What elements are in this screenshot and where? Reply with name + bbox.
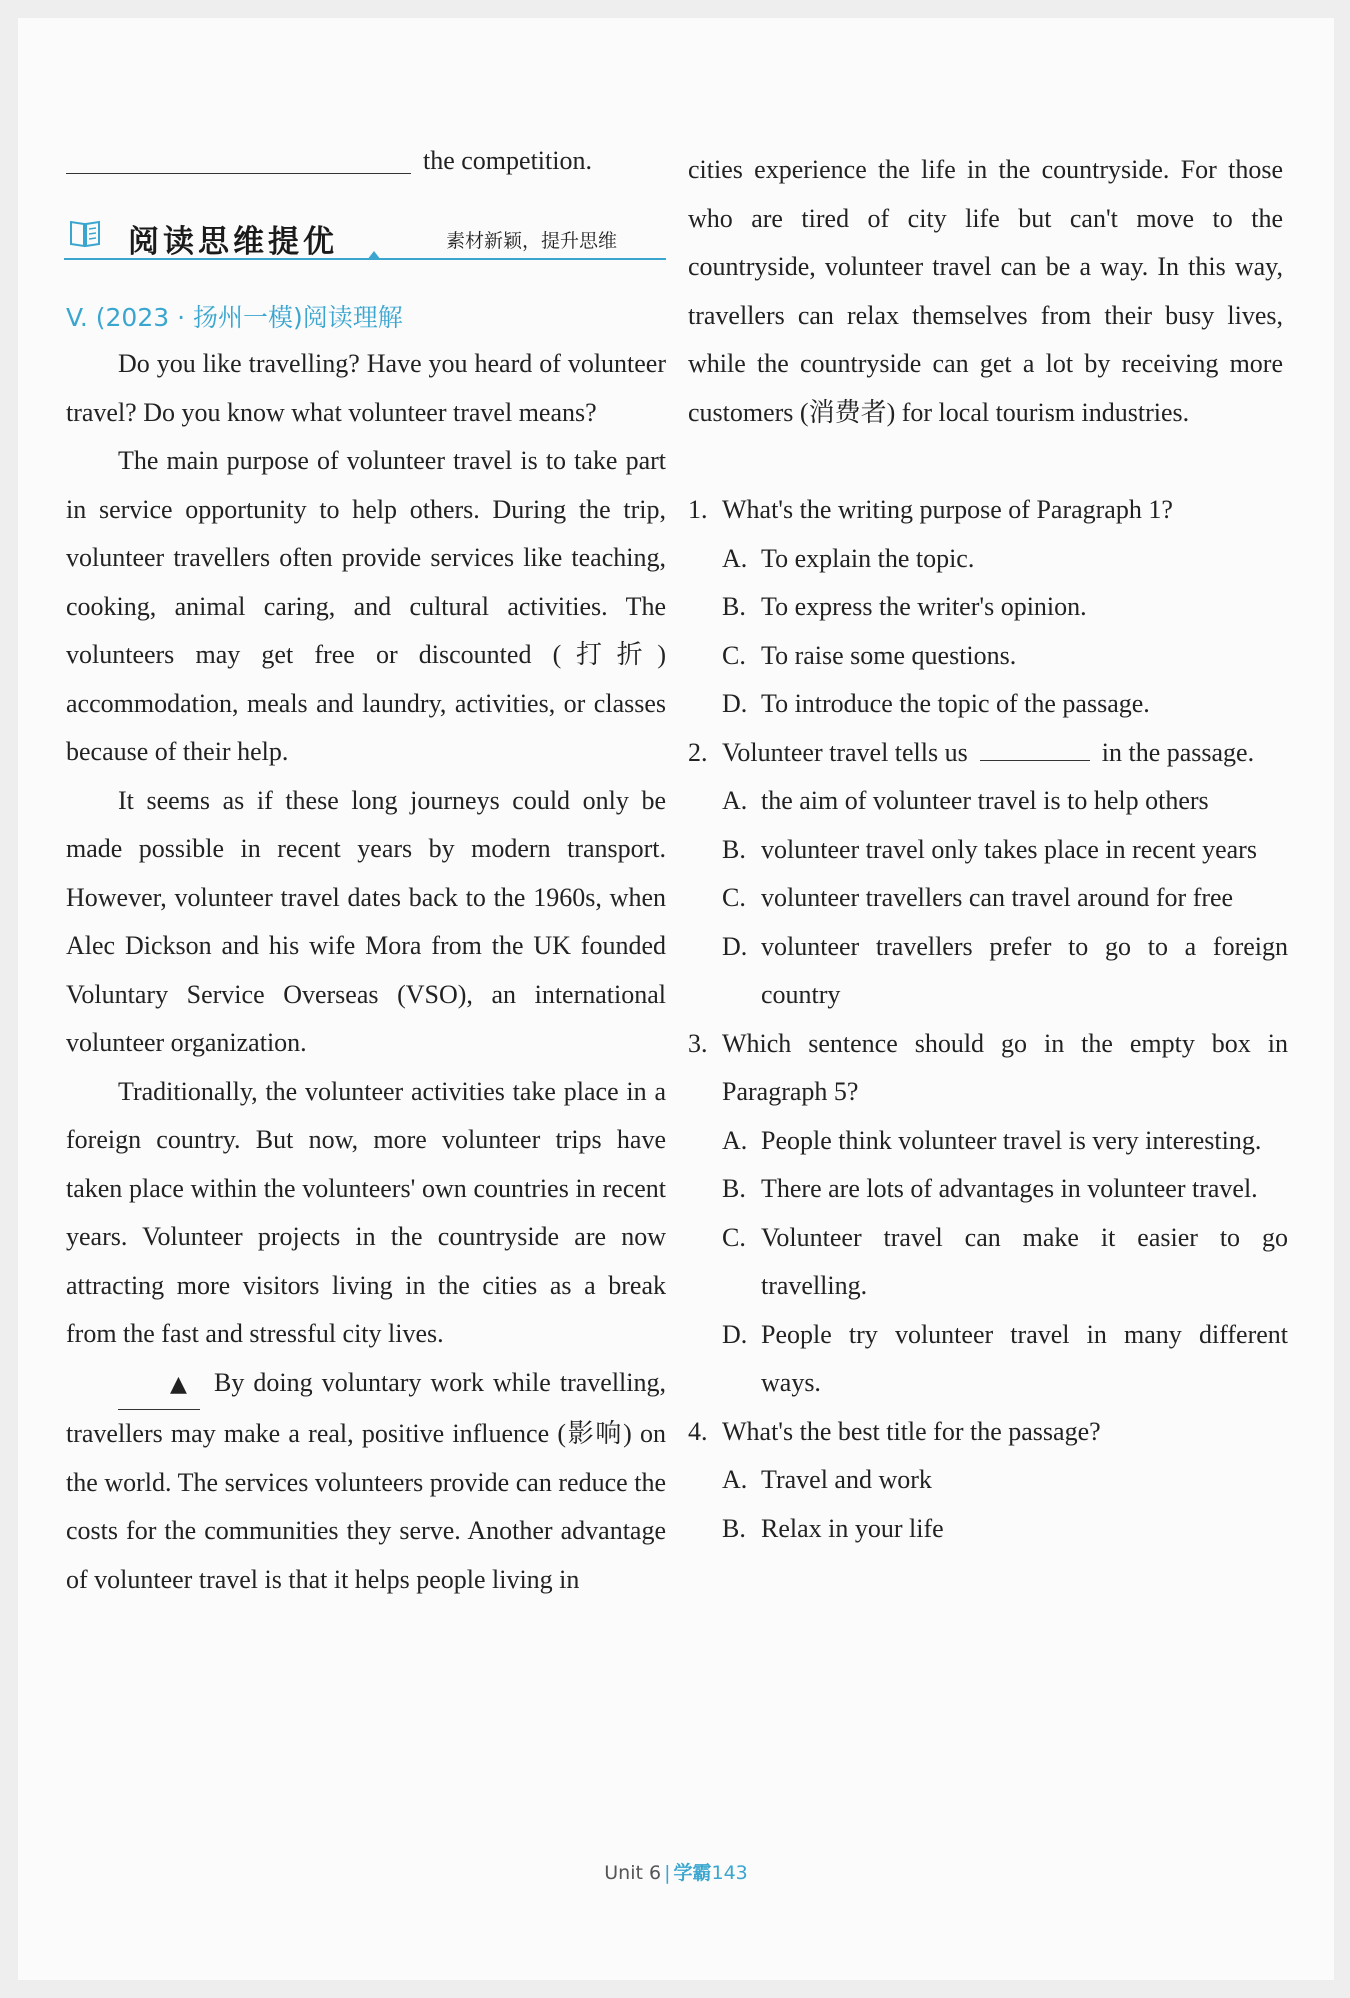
- option-b[interactable]: B. volunteer travel only takes place in recent years: [722, 834, 1257, 864]
- question-3: [688, 1020, 1288, 1408]
- option-a[interactable]: A. People think volunteer travel is very interesting.: [722, 1125, 1262, 1155]
- answer-blank[interactable]: [980, 734, 1090, 761]
- paragraph-1: Do you like travelling? Have you heard of volunteer travel? Do you know what volunteer travel means?: [66, 349, 666, 427]
- question-stem: Which sentence should go in the empty box in Paragraph 5?: [722, 1028, 1288, 1106]
- top-fragment: the competition.: [423, 146, 592, 175]
- questions: [688, 486, 1288, 1553]
- empty-box-marker: ▲: [118, 1361, 200, 1411]
- option-a[interactable]: A. Travel and work: [722, 1465, 932, 1494]
- option-d[interactable]: D. To introduce the topic of the passage.: [722, 689, 1150, 718]
- question-stem-before: Volunteer travel tells us: [722, 737, 968, 767]
- footer-brand: 学霸: [673, 1862, 712, 1884]
- option-b[interactable]: B. There are lots of advantages in volunteer travel.: [722, 1174, 1258, 1203]
- workbook-page: [18, 18, 1334, 1980]
- option-a[interactable]: A. the aim of volunteer travel is to help others: [722, 786, 1209, 815]
- section-underline: [64, 258, 666, 260]
- option-d[interactable]: D. volunteer travellers prefer to go to a foreign country: [722, 931, 1288, 1009]
- question-stem: What's the writing purpose of Paragraph 1?: [722, 495, 1173, 524]
- question-number: 2.: [688, 737, 708, 767]
- option-d[interactable]: D. People try volunteer travel in many different ways.: [722, 1319, 1288, 1397]
- footer-unit: Unit 6: [604, 1862, 662, 1884]
- option-c[interactable]: C. Volunteer travel can make it easier to go travelling.: [722, 1222, 1288, 1300]
- passage-left-column: [66, 340, 666, 1604]
- page-number: 143: [711, 1862, 748, 1884]
- question-stem: What's the best title for the passage?: [722, 1416, 1101, 1446]
- paragraph-2: The main purpose of volunteer travel is to take part in service opportunity to help others. During the trip, volunteer travellers often provide services like teaching, cooking, animal caring, and cultural activities. The volunteers may get free or discounted (打折) accommodation, meals and laundry, activities, or classes because of their help.: [66, 446, 666, 766]
- paragraph-5-continued: cities experience the life in the countryside. For those who are tired of city life but can't move to the countryside, volunteer travel can be a way. In this way, travellers can relax themselves from their busy lives, while the countryside can get a lot by receiving more customers (消费者) for local tourism industries.: [688, 155, 1283, 427]
- book-icon: [68, 218, 102, 248]
- option-a[interactable]: A. To explain the topic.: [722, 543, 975, 573]
- paragraph-4: Traditionally, the volunteer activities take place in a foreign country. But now, more volunteer trips have taken place within the volunteers' own countries in recent years. Volunteer projects in the countryside are now attracting more visitors living in the cities as a break from the fast and stressful city lives.: [66, 1076, 666, 1348]
- question-stem-after: in the passage.: [1101, 737, 1255, 767]
- footer-separator: |: [664, 1862, 671, 1884]
- question-header: V. (2023 · 扬州一模)阅读理解: [66, 303, 403, 332]
- option-b[interactable]: B. Relax in your life: [722, 1513, 944, 1543]
- option-b[interactable]: B. To express the writer's opinion.: [722, 592, 1087, 621]
- section-header: [64, 210, 666, 268]
- page-footer: [18, 1858, 1334, 1885]
- question-number: 1.: [688, 495, 708, 524]
- option-c[interactable]: C. To raise some questions.: [722, 640, 1017, 670]
- question-2: [688, 729, 1288, 1020]
- option-c[interactable]: C. volunteer travellers can travel around for free: [722, 883, 1234, 912]
- question-4: [688, 1408, 1288, 1554]
- section-title: 阅读思维提优: [128, 224, 338, 260]
- question-number: 3.: [688, 1028, 708, 1058]
- question-1: [688, 486, 1288, 729]
- paragraph-5-text: By doing voluntary work while travelling, travellers may make a real, positive influence (影响) on the world. The services volunteers provide can reduce the costs for the communities they serve. Another advantage of volunteer travel is that it helps people living in: [66, 1367, 666, 1594]
- paragraph-5: [66, 1359, 666, 1605]
- section-subtitle: 素材新颖，提升思维: [446, 230, 618, 252]
- answer-blank-line: [66, 173, 411, 174]
- paragraph-3: It seems as if these long journeys could only be made possible in recent years by modern transport. However, volunteer travel dates back to the 1960s, when Alec Dickson and his wife Mora from the UK founded Voluntary Service Overseas (VSO), an international volunteer organization.: [66, 785, 666, 1057]
- section-triangle-marker: [367, 251, 381, 260]
- question-number: 4.: [688, 1416, 708, 1446]
